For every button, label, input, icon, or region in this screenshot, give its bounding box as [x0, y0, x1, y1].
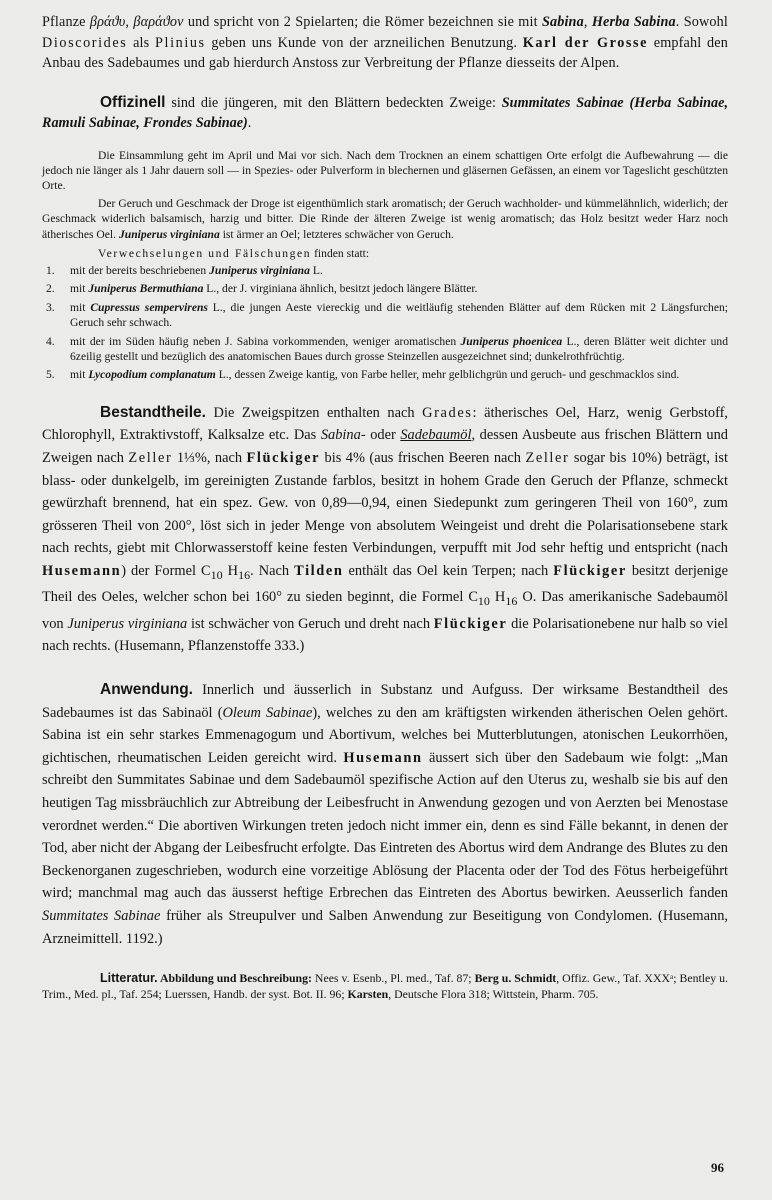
author-name: Flückiger — [433, 615, 508, 632]
text: Pflanze — [42, 14, 90, 30]
text: Die Zweigspitzen enthalten nach — [205, 404, 423, 421]
latin-name: Juniperus virginiana — [209, 263, 310, 277]
latin-name: Juniperus virginiana — [67, 615, 188, 632]
section-heading: Litteratur. — [100, 971, 158, 986]
text: , — [583, 14, 592, 30]
latin-name: Lycopodium complanatum — [88, 368, 216, 382]
smell-paragraph — [42, 196, 728, 242]
application-paragraph — [42, 679, 728, 950]
item-text — [70, 334, 728, 365]
latin-name: Summitates Sabinae — [42, 907, 161, 924]
list-item — [42, 300, 728, 331]
latin-name: Summitates Sabinae (Herba Sabinae, Ramuli Sabinae, Frondes Sabinae) — [42, 94, 728, 131]
small-print-block — [42, 148, 728, 242]
text: geben uns Kunde von der arzneilichen Benutzung. — [205, 34, 523, 51]
formula-subscript: 16 — [238, 567, 251, 582]
author-name: Dioscorides — [42, 34, 128, 51]
latin-name: Juniperus phoenicea — [460, 334, 563, 348]
text: früher als Streupulver und Salben Anwendung zur Beseitigung von Condylomen. (Husemann, Arzneimittell. 1192.) — [42, 907, 728, 947]
text: Abbildung und Beschreibung: — [157, 971, 312, 986]
text: 1⅓%, nach — [172, 449, 247, 466]
item-number: 4. — [46, 334, 55, 348]
text: ist ärmer an Oel; letzteres schwächer von Geruch. — [219, 227, 454, 241]
item-number: 5. — [46, 368, 55, 382]
text: finden statt: — [311, 246, 370, 260]
text: mit — [70, 300, 91, 314]
text: ), welches zu den am kräftigsten wirkenden ätherischen Oelen gehört. Sabina ist ein sehr starkes Emmenagogum und Abortivum, welches bei Mutterblutungen, atonischen Leukorrhöen, gichtischen, rheumatischen Leiden gereicht wird. — [42, 704, 728, 766]
offizinell-paragraph — [42, 93, 728, 134]
text: L., deren Blätter weit dichter und 6zeilig gestellt und bezüglich des anatomischen Baues durch grosse Steinzellen ausgezeichnet sind; dunkelrothfrüchtig. — [70, 334, 729, 363]
author-name: Zeller — [525, 449, 570, 466]
author-name: Plinius — [155, 34, 206, 51]
text: empfahl den Anbau des Sadebaumes und gab hierdurch Anstoss zur Verbreitung der Pflanze diesseits der Alpen. — [42, 34, 728, 71]
text: äussert sich über den Sadebaum wie folgt: „Man schreibt den Summitates Sabinae und dem Sadebaumöl spezifische Action auf den Uterus zu, weshalb sie bis auf den heutigen Tag missbräuchlich zur Abtreibung der Leibesfrucht in Anwendung gezogen und von Aerzten bei Menostase verordnet werden.“ Die abortiven Wirkungen treten jedoch nicht immer ein, denn es sind Fälle bekannt, in denen der Tod, aber nicht der Abgang der Leibesfrucht erfolgte. Das Eintreten des Abortus wird dem Andrange des Blutes zu den Beckenorganen zugeschrieben, wodurch eine vorzeitige Ablösung der Placenta oder der Tod des Fötus herbeigeführt wird; manchmal mag auch das äusserst heftige Erbrechen das Eintreten des Abortus bewirken. Aeusserlich fanden — [42, 749, 728, 902]
text: L. — [309, 263, 323, 277]
text: - oder — [360, 427, 401, 444]
text: mit der im Süden häufig neben J. Sabina vorkommenden, weniger aromatischen — [70, 334, 461, 348]
item-text — [70, 300, 728, 331]
text: Nees v. Esenb., Pl. med., Taf. 87; — [311, 971, 475, 986]
list-item — [42, 334, 728, 365]
text: , Offiz. Gew., Taf. XXXᵃ; Bentley u. Trim., Med. pl., Taf. 254; Luerssen, Handb. der syst. Bot. II. 96; — [42, 971, 728, 1002]
latin-name: Cupressus sempervirens — [90, 300, 208, 314]
latin-name: Sabina — [320, 427, 361, 444]
text: H — [222, 562, 239, 579]
intro-paragraph — [42, 12, 728, 74]
confusions-list — [42, 263, 728, 383]
text: mit — [70, 282, 89, 296]
text: sogar bis 10%) beträgt, ist blass- oder dunkelgelb, im gereinigten Zustande farblos, besitzt in hohem Grade den Geruch der Pflanze, schmeckt gewürzhaft brennend, hat ein spez. Gew. von 0,89—0,94, einen Siedepunkt zum geringeren Theil von 160°, zum grösseren Theil von 200°, löst sich in jeder Menge von absolutem Weingeist und dreht die Polarisationsebene stark nach rechts, giebt mit Chlorwasserstoff keine festen Verbindungen, verpufft mit Jod sehr heftig und entspricht (nach — [42, 449, 728, 557]
text: . Sowohl — [675, 14, 728, 30]
text: . Nach — [250, 562, 295, 579]
author-name: Karl der Grosse — [522, 34, 649, 51]
text: L., die jungen Aeste viereckig und die weitläufig stehenden Blätter auf dem Rücken mit 2 Längsfurchen; Geruch sehr schwach. — [70, 300, 728, 330]
formula-subscript: 10 — [210, 567, 223, 582]
text: , — [125, 14, 134, 30]
section-heading: Anwendung. — [100, 681, 193, 699]
item-text — [70, 263, 728, 278]
greek-name: βράϑυ — [89, 14, 126, 30]
latin-name: Herba Sabina — [591, 14, 676, 30]
text: mit — [70, 368, 89, 382]
author-name: Berg u. Schmidt — [474, 971, 557, 986]
author-name: Husemann — [42, 562, 122, 579]
text: und spricht von 2 Spielarten; die Römer bezeichnen sie mit — [183, 14, 542, 30]
text: H — [489, 589, 506, 606]
author-name: Husemann — [343, 749, 423, 766]
item-text — [70, 367, 728, 382]
author-name: Zeller — [128, 449, 173, 466]
text: . — [247, 115, 252, 131]
text: sind die jüngeren, mit den Blättern bedeckten Zweige: — [165, 94, 502, 111]
latin-name: Juniperus virginiana — [118, 227, 220, 241]
text: , Deutsche Flora 318; Wittstein, Pharm. 705. — [388, 987, 599, 1002]
text: die Polarisationebene nur halb so viel nach rechts. (Husemann, Pflanzenstoffe 333.) — [42, 615, 728, 655]
author-name: Grades — [422, 404, 473, 421]
list-item — [42, 367, 728, 382]
text: besitzt derjenige Theil des Oeles, welcher schon bei 160° zu sieden beginnt, die Formel C — [42, 562, 729, 606]
item-number: 3. — [46, 300, 55, 314]
author-name: Karsten — [347, 987, 389, 1002]
text: O. Das amerikanische Sadebaumöl von — [42, 589, 728, 632]
list-item — [42, 281, 728, 296]
confusions-title — [42, 246, 728, 261]
section-heading: Bestandtheile. — [100, 403, 206, 421]
text: ist schwächer von Geruch und dreht nach — [187, 615, 434, 632]
greek-name: βαράϑον — [133, 14, 184, 30]
latin-name: Sabina — [541, 14, 584, 30]
literature-paragraph — [42, 970, 728, 1002]
author-name: Tilden — [294, 562, 344, 579]
collection-paragraph: Die Einsammlung geht im April und Mai vor sich. Nach dem Trocknen an einem schattigen Orte erfolgt die Aufbewahrung — die jedoch nie länger als 1 Jahr dauern soll — in Spezies- oder Pulverform in blechernen und gläsernen Gefässen, an einem vor Tageslicht geschützten Orte. — [42, 148, 728, 192]
section-heading: Offizinell — [100, 93, 166, 111]
text: , dessen Ausbeute aus frischen Blättern und Zweigen nach — [42, 427, 728, 466]
item-number: 1. — [46, 263, 55, 277]
formula-subscript: 10 — [477, 594, 490, 609]
item-number: 2. — [46, 282, 55, 296]
confusions-heading: Verwechselungen und Fälschungen — [98, 246, 312, 260]
text: enthält das Oel kein Terpen; nach — [343, 562, 554, 579]
text: L., dessen Zweige kantig, von Farbe heller, mehr gelblichgrün und geruch- und geschmacklos sind. — [215, 368, 680, 382]
constituents-paragraph — [42, 402, 728, 658]
text: ) der Formel C — [121, 562, 211, 579]
text: mit der bereits beschriebenen — [70, 263, 210, 277]
formula-subscript: 16 — [505, 594, 518, 609]
latin-name: Juniperus Bermuthiana — [88, 282, 204, 296]
text: als — [127, 34, 156, 51]
author-name: Flückiger — [553, 562, 627, 579]
page-number: 96 — [711, 1160, 724, 1175]
text: L., der J. virginiana ähnlich, besitzt jedoch längere Blätter. — [203, 282, 478, 296]
oil-name: Sadebaumöl — [400, 427, 472, 444]
text: : ätherisches Oel, Harz, wenig Gerbstoff, Chlorophyll, Extraktivstoff, Kalksalze etc. Das — [42, 404, 729, 444]
text: Der Geruch und Geschmack der Droge ist eigenthümlich stark aromatisch; der Geruch wachholder- und kümmelähnlich, widerlich; der Geschmack widerlich balsamisch, harzig und bitter. Die Rinde der älteren Zweige ist wenig aromatisch; das Holz besitzt weder Harz noch ätherisches Oel. — [42, 197, 728, 241]
list-item — [42, 263, 728, 278]
text: Innerlich und äusserlich in Substanz und Aufguss. Der wirksame Bestandtheil des Sadebaumes ist das Sabinaöl ( — [42, 682, 728, 721]
item-text — [70, 281, 728, 296]
latin-name: Oleum Sabinae — [222, 704, 313, 721]
text: bis 4% (aus frischen Beeren nach — [320, 449, 526, 466]
author-name: Flückiger — [246, 449, 321, 466]
